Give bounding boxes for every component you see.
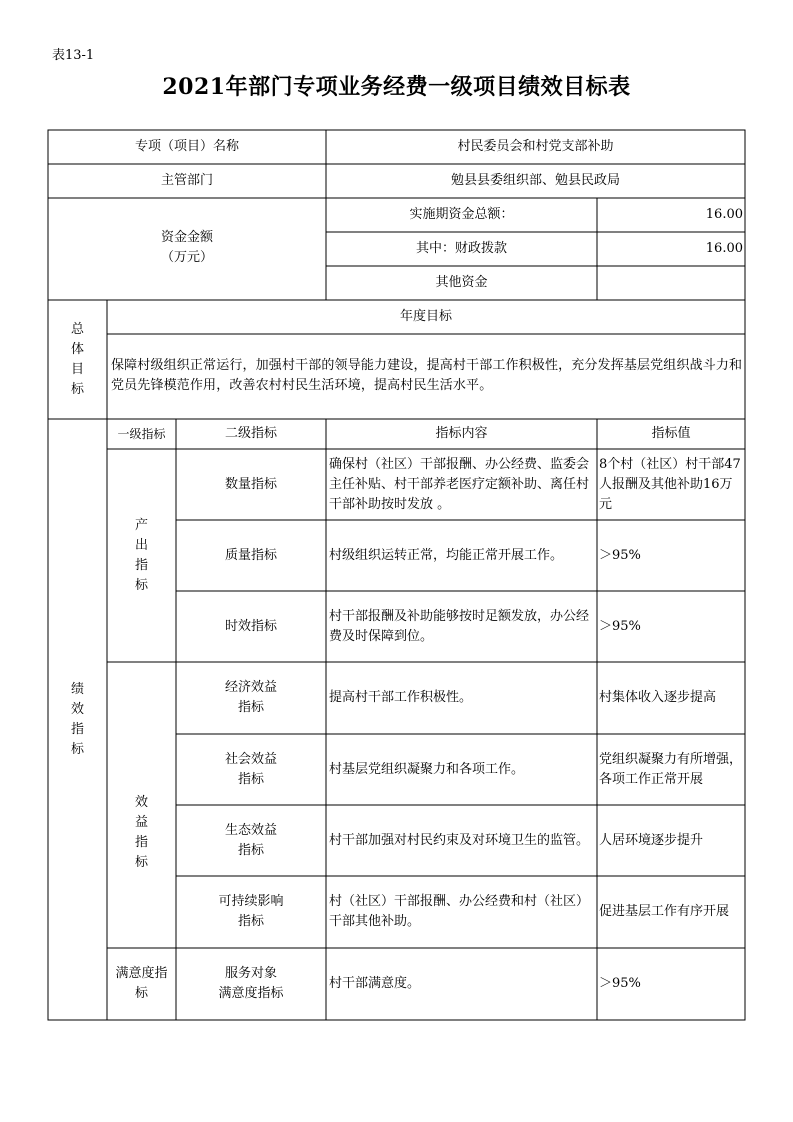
performance-label-char: 绩 xyxy=(70,681,84,697)
header-content: 指标内容 xyxy=(435,426,488,441)
table-row-content xyxy=(329,591,595,662)
table-row-level2 xyxy=(176,662,326,734)
fiscal-fund-label: 其中：财政拨款 xyxy=(415,241,507,256)
content-text: 村（社区）干部报酬、办公经费和村（社区）干部其他补助。 xyxy=(329,894,590,929)
group-label-char: 益 xyxy=(134,815,148,830)
fund-label-line1: 资金金额 xyxy=(160,230,213,245)
value-text: 8个村（社区）村干部47人报酬及其他补助16万元 xyxy=(599,456,741,512)
level2-line: 服务对象 xyxy=(224,966,277,981)
table-row-value xyxy=(599,805,743,876)
value-text: ＞95% xyxy=(599,618,641,634)
group-label-char: 指 xyxy=(134,557,148,573)
table-row-level2 xyxy=(176,948,326,1020)
content-text: 村干部加强对村民约束及对环境卫生的监管。 xyxy=(329,832,590,848)
group-label-char: 标 xyxy=(134,855,148,870)
content-text: 村级组织运转正常，均能正常开展工作。 xyxy=(329,547,564,563)
overall-label-char: 体 xyxy=(70,341,84,357)
department-label: 主管部门 xyxy=(160,173,213,188)
output-indicator-label xyxy=(107,449,176,662)
table-row-level2 xyxy=(176,876,326,948)
table-row-level2 xyxy=(176,805,326,876)
content-text: 确保村（社区）干部报酬、办公经费、监委会主任补贴、村干部养老医疗定额补助、离任村干部补助按时发放 。 xyxy=(329,456,590,512)
table-row-level2: 数量指标 xyxy=(224,476,277,492)
group-label-line: 标 xyxy=(134,986,148,1001)
level2-line: 满意度指标 xyxy=(218,986,284,1001)
table-row-content xyxy=(329,876,595,948)
table-row-value xyxy=(599,591,743,662)
benefit-indicator-label xyxy=(107,662,176,948)
other-fund-label: 其他资金 xyxy=(435,275,488,290)
table-row-level2: 时效指标 xyxy=(224,618,277,634)
table-row-content xyxy=(329,662,595,734)
table-row-value xyxy=(599,734,743,805)
satisfaction-indicator-label xyxy=(107,948,176,1020)
annual-target-header: 年度目标 xyxy=(399,309,452,324)
overall-label-char: 总 xyxy=(70,321,84,337)
fiscal-fund-value: 16.00 xyxy=(705,241,743,256)
project-name-value: 村民委员会和村党支部补助 xyxy=(457,139,614,154)
value-text: 促进基层工作有序开展 xyxy=(599,904,730,919)
content-text: 村干部满意度。 xyxy=(329,976,421,991)
group-label-char: 效 xyxy=(134,795,148,810)
level2-line: 生态效益 xyxy=(224,822,277,838)
department-value: 勉县县委组织部、勉县民政局 xyxy=(450,173,620,188)
total-fund-value: 16.00 xyxy=(705,207,743,222)
level2-line: 可持续影响 xyxy=(218,894,284,909)
group-label-char: 出 xyxy=(134,537,148,553)
group-label-char: 产 xyxy=(134,517,148,533)
table-row-value xyxy=(599,876,743,948)
group-label-char: 指 xyxy=(134,835,148,850)
performance-label-char: 指 xyxy=(70,721,84,737)
performance-label xyxy=(48,419,107,1020)
table-row-content xyxy=(329,805,595,876)
level2-line: 指标 xyxy=(237,700,264,715)
value-text: ＞95% xyxy=(599,976,641,991)
header-level1: 一级指标 xyxy=(117,427,166,441)
value-text: ＞95% xyxy=(599,547,641,563)
annual-target-text: 保障村级组织正常运行，加强村干部的领导能力建设，提高村干部工作积极性，充分发挥基层党组织战斗力和党员先锋模范作用，改善农村村民生活环境，提高村民生活水平。 xyxy=(111,358,743,393)
overall-target-label xyxy=(48,300,107,419)
table-row-level2 xyxy=(176,734,326,805)
table-row-value xyxy=(599,948,743,1020)
page-title: 2021年部门专项业务经费一级项目绩效目标表 xyxy=(162,74,631,100)
table-row-content xyxy=(329,734,595,805)
level2-line: 指标 xyxy=(237,771,264,787)
table-row-content xyxy=(329,449,595,520)
level2-line: 指标 xyxy=(237,842,264,858)
fund-label xyxy=(48,228,326,268)
table-row-value xyxy=(599,449,743,520)
table-row-value xyxy=(599,662,743,734)
level2-line: 社会效益 xyxy=(224,751,277,767)
header-value: 指标值 xyxy=(651,426,691,441)
overall-label-char: 目 xyxy=(70,361,84,377)
content-text: 提高村干部工作积极性。 xyxy=(329,690,473,705)
group-label-line: 满意度指 xyxy=(115,966,168,981)
table-number: 表13-1 xyxy=(52,48,95,63)
table-row-value xyxy=(599,520,743,591)
project-name-label: 专项（项目）名称 xyxy=(134,139,239,154)
other-fund-value xyxy=(597,266,743,300)
overall-label-char: 标 xyxy=(70,381,84,397)
performance-label-char: 标 xyxy=(70,741,84,757)
performance-label-char: 效 xyxy=(70,701,84,717)
value-text: 村集体收入逐步提高 xyxy=(599,690,717,705)
group-label-char: 标 xyxy=(134,577,148,593)
content-text: 村基层党组织凝聚力和各项工作。 xyxy=(329,761,525,777)
level2-line: 指标 xyxy=(237,914,264,929)
value-text: 党组织凝聚力有所增强，各项工作正常开展 xyxy=(599,751,743,787)
level2-line: 经济效益 xyxy=(224,680,277,695)
total-fund-label: 实施期资金总额： xyxy=(409,207,514,222)
table-row-content xyxy=(329,948,595,1020)
value-text: 人居环境逐步提升 xyxy=(599,832,704,848)
fund-label-line2: （万元） xyxy=(160,250,213,265)
table-row-level2: 质量指标 xyxy=(224,547,277,563)
content-text: 村干部报酬及补助能够按时足额发放，办公经费及时保障到位。 xyxy=(329,608,590,644)
table-row-content xyxy=(329,520,595,591)
header-level2: 二级指标 xyxy=(224,426,277,441)
